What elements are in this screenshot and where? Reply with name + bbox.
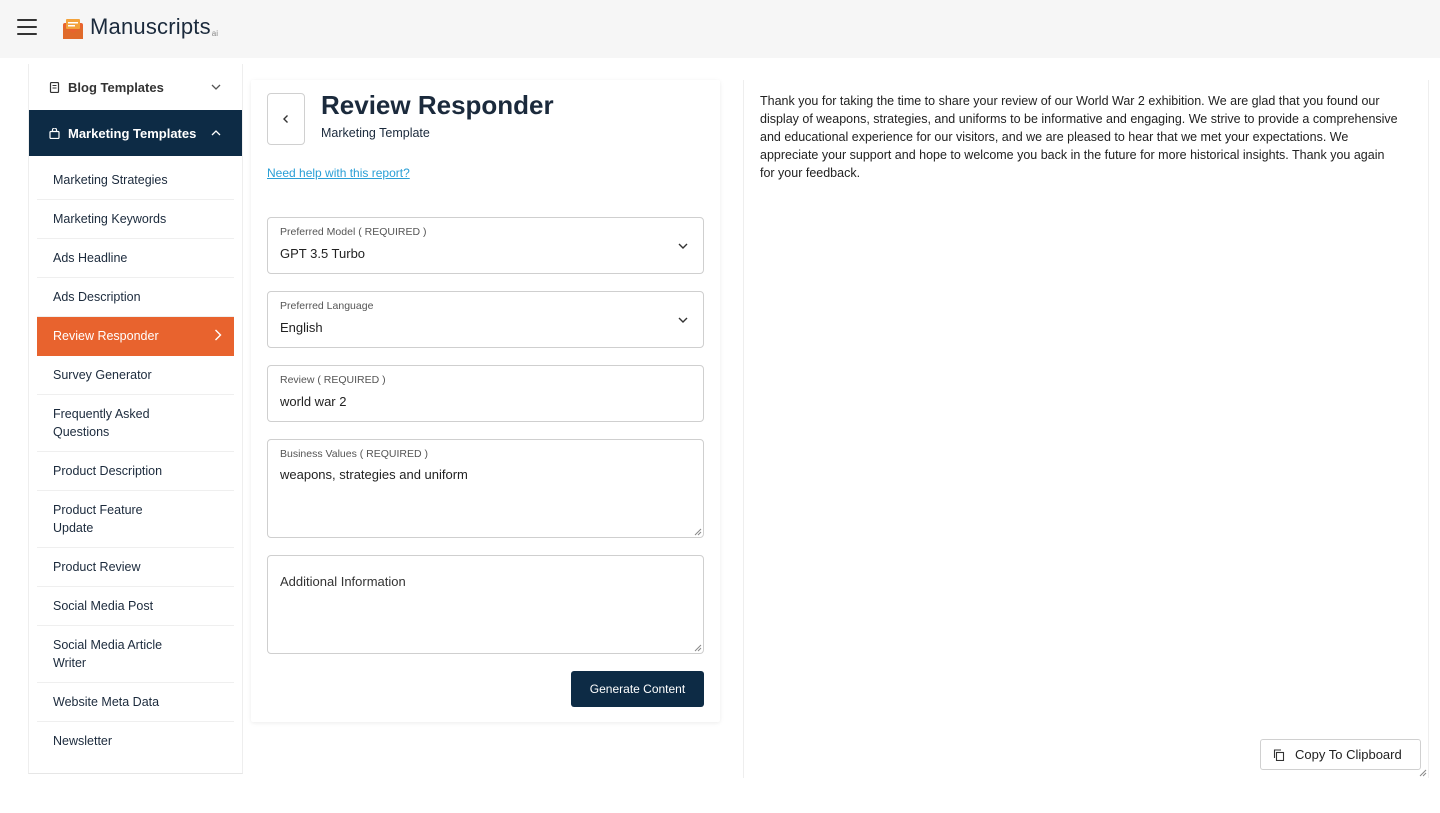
field-placeholder: Additional Information <box>280 574 406 589</box>
bag-icon <box>49 128 60 139</box>
sidebar <box>28 64 243 774</box>
back-button[interactable] <box>267 93 305 145</box>
copy-button-label: Copy To Clipboard <box>1295 747 1402 762</box>
copy-icon <box>1273 749 1285 761</box>
field-value: world war 2 <box>280 394 347 409</box>
sidebar-item-label: Ads Description <box>53 290 141 304</box>
resize-handle-icon[interactable] <box>694 644 702 652</box>
sidebar-item-survey-generator[interactable] <box>37 356 234 395</box>
sidebar-section-marketing-templates[interactable] <box>29 110 242 156</box>
sidebar-item-product-review[interactable] <box>37 548 234 587</box>
sidebar-item-product-description[interactable] <box>37 452 234 491</box>
field-label: Business Values ( REQUIRED ) <box>280 448 429 460</box>
sidebar-item-ads-headline[interactable] <box>37 239 234 278</box>
sidebar-item-label: Website Meta Data <box>53 695 160 709</box>
chevron-down-icon <box>677 314 689 326</box>
sidebar-item-label: Product Review <box>53 560 141 574</box>
sidebar-item-label: Marketing Keywords <box>53 212 167 226</box>
sidebar-item-marketing-keywords[interactable] <box>37 200 234 239</box>
copy-to-clipboard-button[interactable] <box>1260 739 1421 770</box>
document-icon <box>49 82 60 93</box>
top-bar <box>0 0 1440 58</box>
page-subtitle: Marketing Template <box>321 126 430 140</box>
sidebar-item-social-media-article-writer[interactable] <box>37 626 234 683</box>
sidebar-item-label: Social Media Post <box>53 599 154 613</box>
sidebar-item-label: Product Feature Update <box>53 503 143 535</box>
sidebar-item-label: Social Media Article Writer <box>53 638 163 670</box>
review-input[interactable] <box>267 365 704 422</box>
sidebar-section-blog-templates[interactable] <box>29 64 242 110</box>
chevron-up-icon <box>210 127 222 139</box>
sidebar-item-label: Product Description <box>53 464 163 478</box>
generated-output-text[interactable]: Thank you for taking the time to share your review of our World War 2 exhibition. We are glad that you found our display of weapons, strategies, and uniforms to be informative and engaging. We strive to provide a comprehensive and educational experience for our visitors, and we are pleased to hear that we met your expectations. We appreciate your support and hope to welcome you back in the future for more historical insights. Thank you again for your feedback. <box>760 94 1398 180</box>
chevron-down-icon <box>210 81 222 93</box>
field-value: English <box>280 320 323 335</box>
sidebar-item-label: Marketing Strategies <box>53 173 168 187</box>
chevron-right-icon <box>214 328 222 342</box>
help-link[interactable]: Need help with this report? <box>267 166 410 180</box>
form-card <box>251 80 720 722</box>
sidebar-item-ads-description[interactable] <box>37 278 234 317</box>
sidebar-section-label: Blog Templates <box>68 79 164 95</box>
sidebar-item-product-feature-update[interactable] <box>37 491 234 548</box>
sidebar-item-marketing-strategies[interactable] <box>37 161 234 200</box>
preferred-model-select[interactable] <box>267 217 704 274</box>
sidebar-item-label: Newsletter <box>53 734 113 748</box>
preferred-language-select[interactable] <box>267 291 704 348</box>
additional-information-textarea[interactable] <box>267 555 704 654</box>
app-logo[interactable] <box>62 14 218 40</box>
chevron-down-icon <box>677 240 689 252</box>
sidebar-item-website-meta-data[interactable] <box>37 683 234 722</box>
menu-icon[interactable] <box>17 19 37 37</box>
sidebar-item-list <box>29 156 242 760</box>
page-title: Review Responder <box>321 90 554 120</box>
logo-icon <box>62 18 84 40</box>
field-label: Review ( REQUIRED ) <box>280 374 386 386</box>
sidebar-item-label: Review Responder <box>53 329 159 343</box>
field-value: GPT 3.5 Turbo <box>280 246 366 261</box>
field-label: Preferred Language <box>280 300 374 312</box>
sidebar-item-label: Ads Headline <box>53 251 128 265</box>
sidebar-item-review-responder[interactable] <box>37 317 234 356</box>
sidebar-section-label: Marketing Templates <box>68 125 197 141</box>
resize-handle-icon[interactable] <box>1419 769 1427 777</box>
app-suffix: ai <box>211 29 219 38</box>
output-panel[interactable] <box>743 80 1429 778</box>
sidebar-item-label: Survey Generator <box>53 368 152 382</box>
field-value: weapons, strategies and uniform <box>280 467 468 482</box>
generate-content-button[interactable]: Generate Content <box>571 671 704 707</box>
sidebar-item-social-media-post[interactable] <box>37 587 234 626</box>
resize-handle-icon[interactable] <box>694 528 702 536</box>
chevron-left-icon <box>282 114 290 124</box>
sidebar-item-faq[interactable] <box>37 395 234 452</box>
field-label: Preferred Model ( REQUIRED ) <box>280 226 427 238</box>
business-values-textarea[interactable] <box>267 439 704 538</box>
sidebar-item-newsletter[interactable] <box>37 722 234 760</box>
app-name: Manuscripts <box>90 14 211 39</box>
sidebar-item-label: Frequently Asked Questions <box>53 407 150 439</box>
